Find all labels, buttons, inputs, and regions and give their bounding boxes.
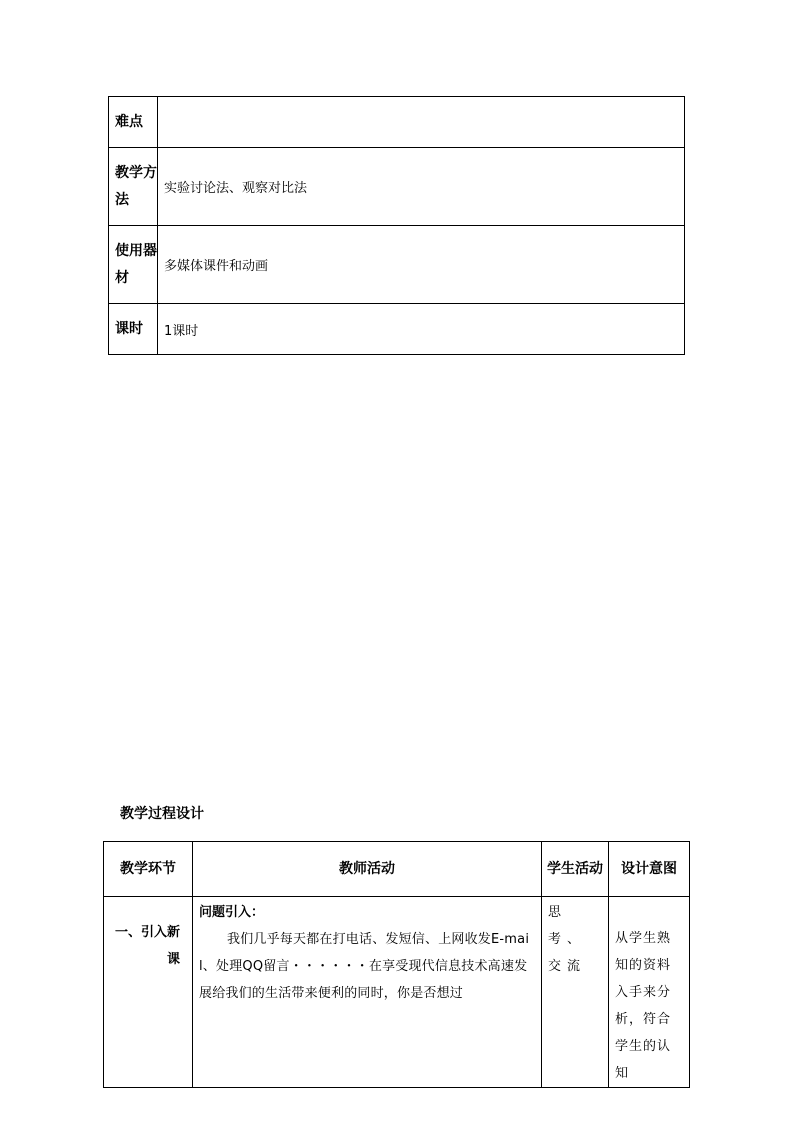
teacher-activity-cell xyxy=(193,897,542,1088)
info-value: 多媒体课件和动画 xyxy=(158,226,685,304)
info-row-difficulty xyxy=(109,97,685,148)
header-intent: 设计意图 xyxy=(609,842,690,897)
info-row-hours xyxy=(109,304,685,355)
info-value: 1课时 xyxy=(158,304,685,355)
teacher-paragraph: 我们几乎每天都在打电话、发短信、上网收发E-mail、处理QQ留言・・・・・・在享受现代信息技术高速发展给我们的生活带来便利的同时，你是否想过 xyxy=(199,932,530,1001)
student-activity-cell: 思考、交流 xyxy=(542,897,609,1088)
info-label: 教学方法 xyxy=(109,148,158,226)
info-label: 难点 xyxy=(109,97,158,148)
info-row-equipment xyxy=(109,226,685,304)
header-teacher: 教师活动 xyxy=(193,842,542,897)
info-value: 实验讨论法、观察对比法 xyxy=(158,148,685,226)
design-intent-cell: 从学生熟知的资料入手来分析，符合学生的认知 xyxy=(609,897,690,1088)
info-label: 使用器材 xyxy=(109,226,158,304)
stage-cell: 一、引入新课 xyxy=(104,897,193,1088)
process-header-row xyxy=(104,842,690,897)
info-label: 课时 xyxy=(109,304,158,355)
info-value xyxy=(158,97,685,148)
process-table xyxy=(103,841,690,1088)
header-student: 学生活动 xyxy=(542,842,609,897)
table-row xyxy=(104,897,690,1088)
lesson-info-table xyxy=(108,96,685,355)
section-title: 教学过程设计 xyxy=(120,806,204,822)
info-row-method xyxy=(109,148,685,226)
teacher-subtitle: 问题引入： xyxy=(199,905,265,920)
header-stage: 教学环节 xyxy=(104,842,193,897)
